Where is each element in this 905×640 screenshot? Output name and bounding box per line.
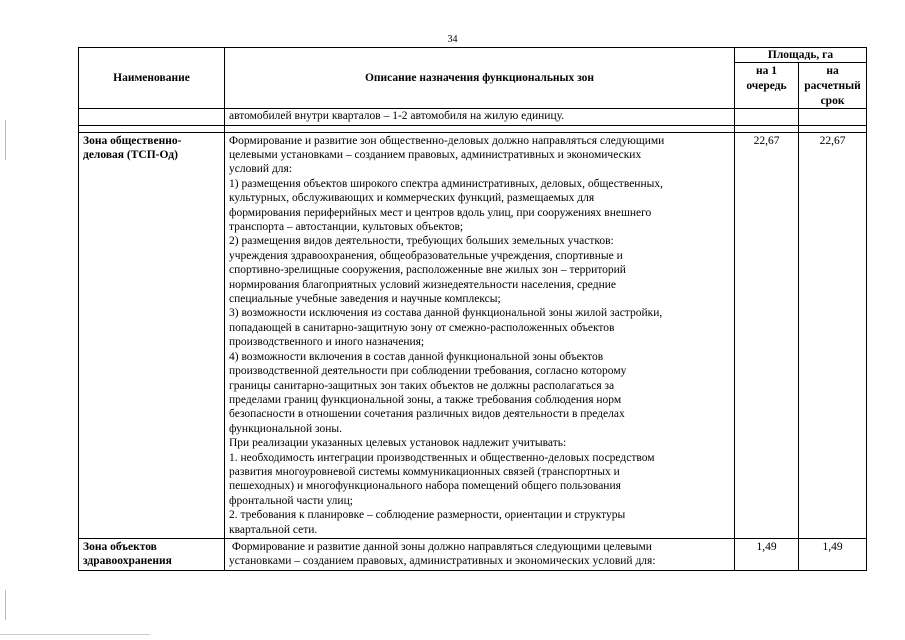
table-row-continuation bbox=[79, 109, 867, 125]
description-line: 1. необходимость интеграции производственных и общественно-деловых посредством bbox=[229, 451, 655, 464]
description-line: культурных, обслуживающих и коммерческих функций, размещаемых для bbox=[229, 192, 595, 205]
zones-table bbox=[78, 47, 867, 571]
continuation-description: автомобилей внутри кварталов – 1-2 автомобиля на жилую единицу. bbox=[225, 109, 735, 125]
scan-margin-mark bbox=[5, 120, 6, 160]
description-line: 2) размещения видов деятельности, требующих больших земельных участков: bbox=[229, 235, 614, 248]
description-line: фронтальной части улиц; bbox=[229, 494, 353, 507]
table-spacer-row bbox=[79, 125, 867, 132]
description-line: При реализации указанных целевых установок надлежит учитывать: bbox=[229, 437, 567, 450]
header-full-term: на расчетный срок bbox=[799, 63, 867, 109]
zone-description bbox=[225, 538, 735, 570]
table-row-healthcare-zone bbox=[79, 538, 867, 570]
description-line: специальные учебные заведения и научные комплексы; bbox=[229, 293, 501, 306]
header-name: Наименование bbox=[79, 48, 225, 109]
description-line: производственного и иного назначения; bbox=[229, 336, 425, 349]
zone-area-full-term: 1,49 bbox=[799, 538, 867, 570]
page-number: 34 bbox=[447, 34, 458, 45]
description-line: транспорта – автостанции, культовых объектов; bbox=[229, 221, 464, 234]
description-line: условий для: bbox=[229, 163, 293, 176]
continuation-phase1-cell bbox=[735, 109, 799, 125]
description-line: нормирования благоприятных условий жизнедеятельности населения, средние bbox=[229, 278, 617, 291]
description-line: границы санитарно-защитных зон таких объектов не должны располагаться за bbox=[229, 379, 615, 392]
description-line: Формирование и развитие зон общественно-деловых должно направляться следующими bbox=[229, 134, 665, 147]
description-line: функциональной зоны. bbox=[229, 422, 342, 435]
description-line: Формирование и развитие данной зоны должно направляться следующими целевыми bbox=[229, 540, 652, 553]
table-header-row bbox=[79, 48, 867, 63]
continuation-name-cell bbox=[79, 109, 225, 125]
description-line: 2. требования к планировке – соблюдение размерности, ориентации и структуры bbox=[229, 509, 626, 522]
description-line: развития многоуровневой системы коммуникационных связей (транспортных и bbox=[229, 465, 620, 478]
zone-area-full-term: 22,67 bbox=[799, 132, 867, 538]
scan-bottom-mark bbox=[0, 634, 150, 635]
description-line: спортивно-зрелищные сооружения, расположенные вне жилых зон – территорий bbox=[229, 264, 626, 277]
description-line: учреждения здравоохранения, общеобразовательные учреждения, спортивные и bbox=[229, 249, 623, 262]
table-row-public-business-zone bbox=[79, 132, 867, 538]
description-line: 4) возможности включения в состав данной функциональной зоны объектов bbox=[229, 350, 604, 363]
description-line: пешеходных) и многофункционального набора помещений общего пользования bbox=[229, 480, 621, 493]
description-line: целевыми установками – созданием правовых, административных и экономических bbox=[229, 149, 642, 161]
zone-name: Зона объектов здравоохранения bbox=[79, 538, 225, 570]
zone-description bbox=[225, 132, 735, 538]
description-line: безопасности в отношении сочетания различных видов деятельности в пределах bbox=[229, 408, 625, 421]
description-line: установками – созданием правовых, административных и экономических условий для: bbox=[229, 555, 656, 568]
continuation-full-term-cell bbox=[799, 109, 867, 125]
description-line: 1) размещения объектов широкого спектра административных, деловых, общественных, bbox=[229, 177, 663, 190]
header-area: Площадь, га bbox=[735, 48, 867, 63]
scan-margin-mark bbox=[5, 590, 6, 620]
description-line: производственной деятельности при соблюдении требования, согласно которому bbox=[229, 365, 627, 378]
zone-area-phase1: 22,67 bbox=[735, 132, 799, 538]
header-phase1: на 1 очередь bbox=[735, 63, 799, 109]
description-line: 3) возможности исключения из состава данной функциональной зоны жилой застройки, bbox=[229, 307, 663, 320]
zone-area-phase1: 1,49 bbox=[735, 538, 799, 570]
description-line: квартальной сети. bbox=[229, 523, 318, 536]
zone-name: Зона общественно- деловая (ТСП-Од) bbox=[79, 132, 225, 538]
header-description: Описание назначения функциональных зон bbox=[225, 48, 735, 109]
description-line: формирования периферийных мест и центров вдоль улиц, при сооружениях внешнего bbox=[229, 206, 652, 219]
description-line: попадающей в санитарно-защитную зону от смежно-расположенных объектов bbox=[229, 321, 615, 334]
description-line: пределами границ функциональной зоны, а также требования соблюдения норм bbox=[229, 393, 622, 406]
